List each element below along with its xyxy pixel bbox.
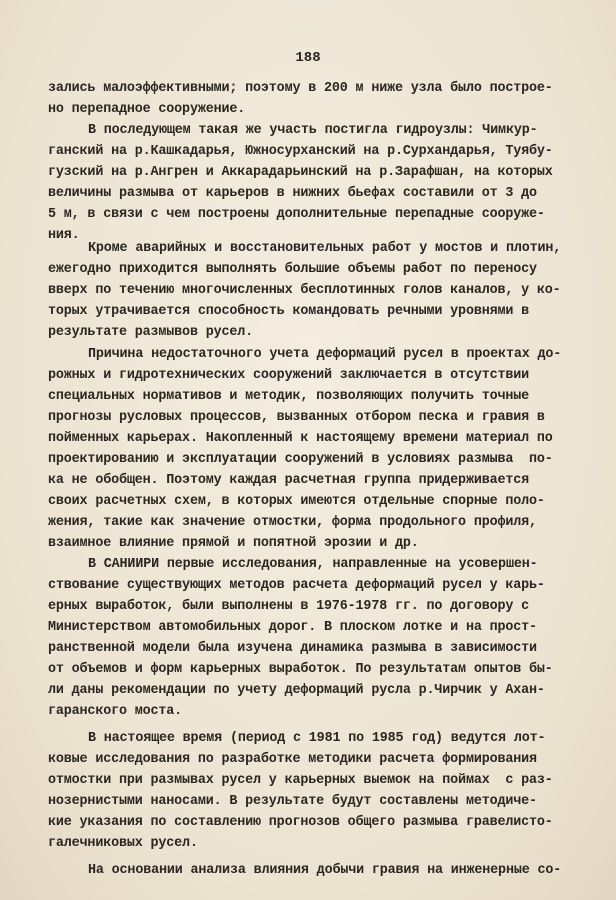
text-line: прогнозы русловых процессов, вызванных отбором песка и гравия в (48, 410, 545, 425)
text-line: ежегодно приходится выполнять большие объемы работ по переносу (48, 262, 537, 277)
text-line: отмостки при размывах русел у карьерных выемок на поймах с раз- (48, 773, 553, 788)
text-line: ли даны рекомендации по учету деформаций русла р.Чирчик у Ахан- (48, 683, 545, 698)
text-line: рожных и гидротехнических сооружений заключается в отсутствии (48, 368, 530, 383)
text-line: вверх по течению многочисленных бесплотинных голов каналов, у ко- (48, 283, 561, 298)
text-line: но перепадное сооружение. (48, 102, 246, 117)
text-line: галечниковых русел. (48, 836, 198, 851)
text-line: ствование существующих методов расчета деформаций русел у карь- (48, 578, 545, 593)
text-line: специальных нормативов и методик, позволяющих получить точные (48, 389, 530, 404)
text-line: 5 м, в связи с чем построены дополнительные перепадные сооруже- (48, 207, 545, 222)
text-line: ранственной модели была изучена динамика размыва в зависимости (48, 641, 537, 656)
text-line: результате размывов русел. (48, 325, 254, 340)
text-line: нозернистыми наносами. В результате будут составлены методиче- (48, 794, 537, 809)
text-line: В САНИИРИ первые исследования, направленные на усовершен- (88, 557, 538, 572)
text-line: Министерством автомобильных дорог. В плоском лотке и на прост- (48, 620, 537, 635)
text-line: ганский на р.Кашкадарья, Южносурханский на р.Сурхандарья, Туябу- (48, 144, 553, 159)
text-line: гузский на р.Ангрен и Аккарадарьинский на р.Зарафшан, на которых (48, 165, 553, 180)
text-line: ковые исследования по разработке методики расчета формирования (48, 752, 537, 767)
text-line: ния. (48, 228, 80, 243)
text-line: величины размыва от карьеров в нижних бьефах составили от 3 до (48, 186, 537, 201)
text-line: зались малоэффективными; поэтому в 200 м ниже узла было построе- (48, 81, 553, 96)
text-line: гаранского моста. (48, 704, 183, 719)
text-line: взаимное влияние прямой и попятной эрозии и др. (48, 536, 419, 551)
text-line: жения, такие как значение отмостки, форма продольного профиля, (48, 515, 537, 530)
text-line: Причина недостаточного учета деформаций русел в проектах до- (88, 347, 562, 362)
text-line: В последующем такая же участь постигла гидроузлы: Чимкур- (88, 123, 538, 138)
text-line: В настоящее время (период с 1981 по 1985 год) ведутся лот- (88, 731, 546, 746)
text-line: На основании анализа влияния добычи гравия на инженерные со- (88, 863, 562, 878)
text-line: своих расчетных схем, в которых имеются отдельные спорные поло- (48, 494, 545, 509)
page-number: 188 (295, 50, 321, 66)
text-line: кие указания по составлению прогнозов общего размыва гравелисто- (48, 815, 553, 830)
text-line: от объемов и форм карьерных выработок. По результатам опытов бы- (48, 662, 553, 677)
text-line: Кроме аварийных и восстановительных работ у мостов и плотин, (88, 241, 562, 256)
text-line: торых утрачивается способность командовать речными уровнями в (48, 304, 530, 319)
text-line: ка не обобщен. Поэтому каждая расчетная группа придерживается (48, 473, 530, 488)
text-line: проектированию и эксплуатации сооружений в условиях размыва по- (48, 452, 553, 467)
text-line: пойменных карьерах. Накопленный к настоящему времени материал по (48, 431, 553, 446)
text-line: ерных выработок, были выполнены в 1976-1978 гг. по договору с (48, 599, 530, 614)
